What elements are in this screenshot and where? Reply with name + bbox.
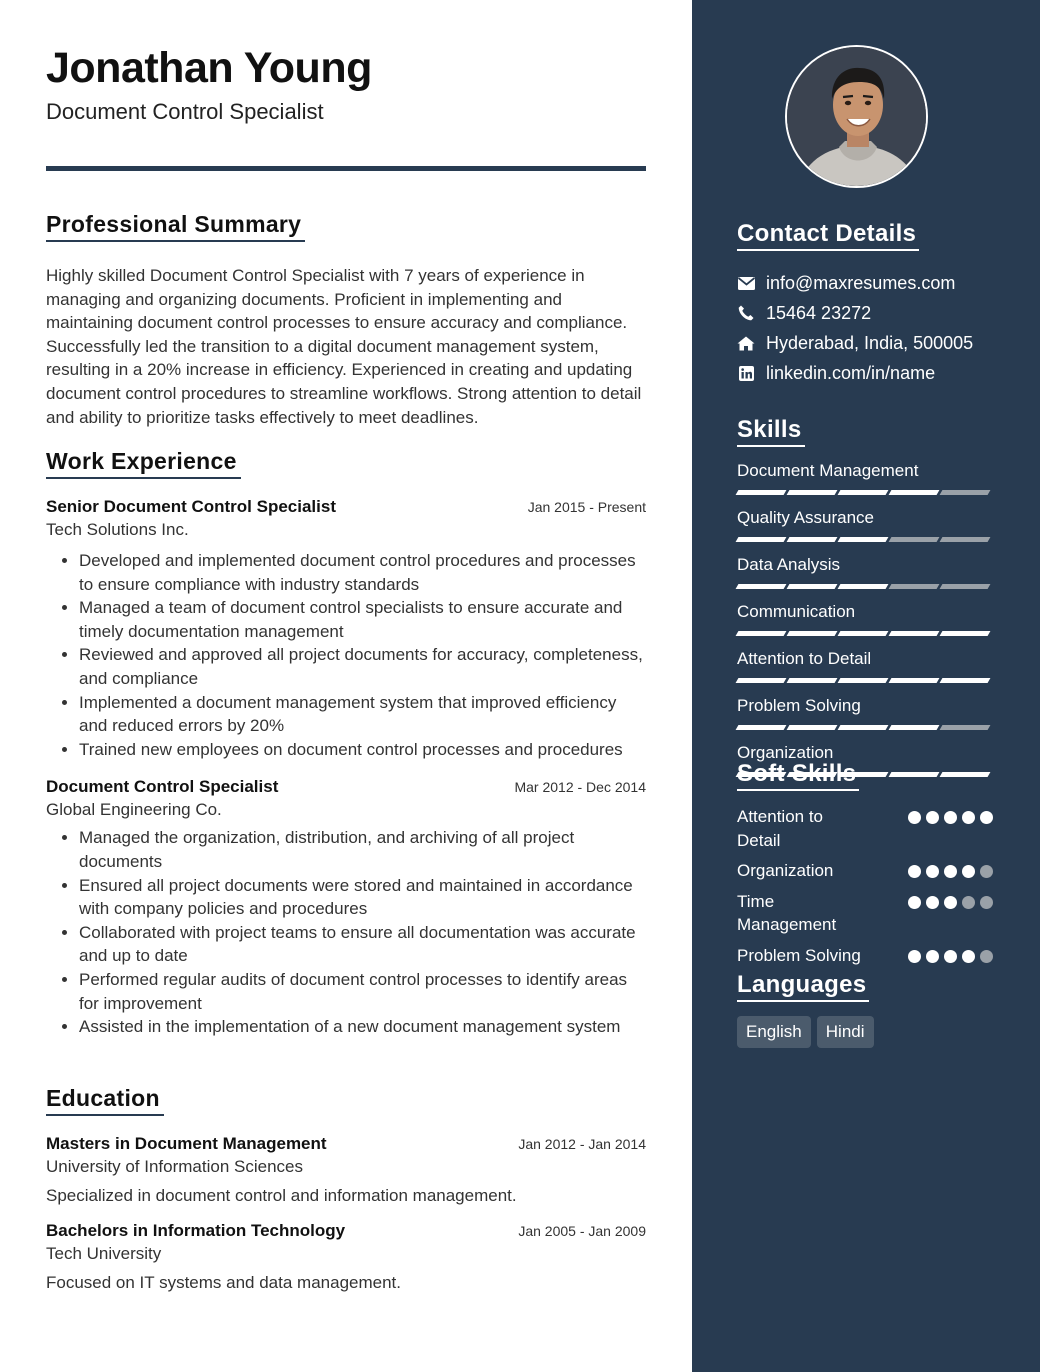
soft-skill-item bbox=[737, 805, 993, 852]
school-name: University of Information Sciences bbox=[46, 1157, 303, 1176]
skill-segment bbox=[736, 490, 787, 495]
rating-dot bbox=[980, 811, 993, 824]
skill-name: Attention to Detail bbox=[737, 649, 872, 668]
soft-skill-rating bbox=[903, 865, 993, 883]
rating-dot bbox=[926, 865, 939, 878]
skill-segment bbox=[838, 631, 889, 636]
rating-dot bbox=[908, 896, 921, 909]
degree-description: Focused on IT systems and data management. bbox=[46, 1273, 401, 1292]
rating-dot bbox=[962, 865, 975, 878]
skill-segment bbox=[889, 631, 940, 636]
education-entry bbox=[46, 1134, 646, 1206]
rating-dot bbox=[962, 811, 975, 824]
skill-item bbox=[737, 696, 993, 730]
list-item: • Collaborated with project teams to ensure all documentation was accurate and up to date bbox=[79, 921, 646, 968]
degree-title: Bachelors in Information Technology bbox=[46, 1221, 346, 1240]
rating-dot bbox=[926, 811, 939, 824]
soft-skill-item bbox=[737, 859, 993, 883]
skill-name: Data Analysis bbox=[737, 555, 840, 574]
skill-segment bbox=[940, 631, 991, 636]
skill-segment bbox=[787, 631, 838, 636]
list-item: • Assisted in the implementation of a new document management system bbox=[79, 1015, 646, 1039]
home-icon bbox=[737, 334, 755, 352]
skill-level-bar bbox=[737, 631, 993, 636]
envelope-icon bbox=[737, 274, 755, 292]
skill-segment bbox=[940, 584, 991, 589]
soft-skills-section bbox=[737, 760, 993, 968]
person-portrait-icon bbox=[787, 47, 928, 188]
skill-segment bbox=[736, 584, 787, 589]
skill-item bbox=[737, 508, 993, 542]
degree-date: Jan 2005 - Jan 2009 bbox=[518, 1223, 646, 1239]
contact-section bbox=[737, 220, 973, 388]
rating-dot bbox=[908, 950, 921, 963]
summary-section bbox=[46, 211, 646, 429]
skill-segment bbox=[787, 537, 838, 542]
skill-segment bbox=[736, 537, 787, 542]
skills-section bbox=[737, 416, 993, 777]
rating-dot bbox=[926, 896, 939, 909]
rating-dot bbox=[944, 811, 957, 824]
languages-section bbox=[737, 971, 880, 1048]
skill-item bbox=[737, 461, 993, 495]
soft-skill-name: Organization bbox=[737, 861, 834, 881]
list-item: • Managed the organization, distribution, and archiving of all project documents bbox=[79, 826, 646, 873]
contact-linkedin[interactable] bbox=[737, 358, 973, 388]
list-item: • Reviewed and approved all project documents for accuracy, completeness, and compliance bbox=[79, 643, 646, 690]
skill-segment bbox=[838, 537, 889, 542]
soft-skill-name: Time Management bbox=[737, 891, 837, 935]
rating-dot bbox=[980, 896, 993, 909]
education-entry bbox=[46, 1221, 646, 1293]
skill-level-bar bbox=[737, 490, 993, 495]
job-company: Global Engineering Co. bbox=[46, 800, 222, 820]
rating-dot bbox=[926, 950, 939, 963]
job-date: Jan 2015 - Present bbox=[527, 499, 646, 515]
skill-name: Quality Assurance bbox=[737, 508, 875, 527]
skill-segment bbox=[889, 537, 940, 542]
address-text: Hyderabad, India, 500005 bbox=[766, 332, 974, 353]
skill-segment bbox=[736, 725, 787, 730]
soft-skill-rating bbox=[903, 896, 993, 937]
job-entry bbox=[46, 497, 646, 761]
languages-list bbox=[737, 1016, 880, 1048]
skill-segment bbox=[838, 725, 889, 730]
skill-segment bbox=[787, 584, 838, 589]
skill-item bbox=[737, 649, 993, 683]
rating-dot bbox=[944, 896, 957, 909]
skill-segment bbox=[889, 725, 940, 730]
job-bullets bbox=[46, 549, 646, 761]
skill-name: Document Management bbox=[737, 461, 919, 480]
phone-icon bbox=[737, 304, 755, 322]
skill-segment bbox=[940, 678, 991, 683]
soft-skill-rating bbox=[903, 811, 993, 852]
contact-phone[interactable] bbox=[737, 298, 973, 328]
skill-segment bbox=[889, 490, 940, 495]
soft-skill-name: Attention to Detail bbox=[737, 807, 824, 850]
header-divider bbox=[46, 166, 646, 171]
school-name: Tech University bbox=[46, 1244, 162, 1263]
skill-segment bbox=[736, 631, 787, 636]
skill-name: Communication bbox=[737, 602, 856, 621]
skill-level-bar bbox=[737, 678, 993, 683]
rating-dot bbox=[962, 896, 975, 909]
language-tag: English bbox=[737, 1016, 811, 1048]
linkedin-icon bbox=[737, 364, 755, 382]
soft-skills-title: Soft Skills bbox=[737, 760, 859, 791]
skill-segment bbox=[787, 678, 838, 683]
skill-level-bar bbox=[737, 537, 993, 542]
degree-title: Masters in Document Management bbox=[46, 1134, 327, 1153]
skill-segment bbox=[838, 584, 889, 589]
job-date: Mar 2012 - Dec 2014 bbox=[514, 779, 646, 796]
job-entry bbox=[46, 777, 646, 1038]
skill-segment bbox=[736, 678, 787, 683]
job-title: Document Control Specialist bbox=[46, 777, 279, 797]
skill-segment bbox=[838, 678, 889, 683]
skill-segment bbox=[838, 490, 889, 495]
skill-segment bbox=[889, 584, 940, 589]
contact-address bbox=[737, 328, 973, 358]
soft-skill-rating bbox=[903, 950, 993, 968]
rating-dot bbox=[980, 950, 993, 963]
email-text: info@maxresumes.com bbox=[766, 272, 956, 293]
list-item: • Developed and implemented document control procedures and processes to ensure compliance with industry standards bbox=[79, 549, 646, 596]
soft-skill-name: Problem Solving bbox=[737, 945, 861, 965]
skill-segment bbox=[940, 490, 991, 495]
experience-section bbox=[46, 448, 646, 1039]
experience-title: Work Experience bbox=[46, 448, 241, 479]
skill-name: Problem Solving bbox=[737, 696, 861, 715]
skill-segment bbox=[889, 678, 940, 683]
degree-description: Specialized in document control and information management. bbox=[46, 1186, 517, 1205]
skills-title: Skills bbox=[737, 416, 805, 447]
skill-level-bar bbox=[737, 725, 993, 730]
candidate-role: Document Control Specialist bbox=[46, 99, 324, 124]
phone-text: 15464 23272 bbox=[766, 302, 872, 323]
contact-email[interactable] bbox=[737, 268, 973, 298]
degree-date: Jan 2012 - Jan 2014 bbox=[518, 1136, 646, 1152]
list-item: • Ensured all project documents were stored and maintained in accordance with company policies and procedures bbox=[79, 874, 646, 921]
education-title: Education bbox=[46, 1085, 164, 1116]
list-item: • Implemented a document management system that improved efficiency and reduced errors by 20% bbox=[79, 691, 646, 738]
skill-name: Organization bbox=[737, 743, 834, 762]
skill-item bbox=[737, 555, 993, 589]
rating-dot bbox=[908, 811, 921, 824]
job-title: Senior Document Control Specialist bbox=[46, 497, 336, 516]
skill-segment bbox=[940, 537, 991, 542]
skills-list bbox=[737, 461, 993, 777]
soft-skill-item bbox=[737, 944, 993, 968]
linkedin-text: linkedin.com/in/name bbox=[766, 362, 936, 383]
rating-dot bbox=[944, 950, 957, 963]
summary-text: Highly skilled Document Control Specialist with 7 years of experience in managing and organizing documents. Proficient in implementing and maintaining document control processes to ensure accuracy and compliance. Successfully led the transition to a digital document management system, resulting in a 20% increase in efficiency. Experienced in creating and updating document control procedures to streamline workflows. Strong attention to detail and ability to prioritize tasks effectively to meet deadlines. bbox=[46, 266, 642, 427]
sidebar bbox=[692, 0, 1040, 1372]
profile-photo bbox=[785, 45, 928, 188]
summary-title: Professional Summary bbox=[46, 211, 305, 242]
contact-title: Contact Details bbox=[737, 220, 919, 251]
rating-dot bbox=[980, 865, 993, 878]
job-company: Tech Solutions Inc. bbox=[46, 520, 189, 539]
list-item: • Trained new employees on document control processes and procedures bbox=[79, 738, 646, 762]
skill-segment bbox=[787, 725, 838, 730]
skill-segment bbox=[787, 490, 838, 495]
rating-dot bbox=[962, 950, 975, 963]
education-section bbox=[46, 1085, 646, 1293]
list-item: • Managed a team of document control specialists to ensure accurate and timely documentation management bbox=[79, 596, 646, 643]
skill-segment bbox=[940, 725, 991, 730]
skill-level-bar bbox=[737, 584, 993, 589]
languages-title: Languages bbox=[737, 971, 869, 1002]
job-bullets bbox=[46, 826, 646, 1038]
soft-skill-item bbox=[737, 890, 993, 937]
candidate-name: Jonathan Young bbox=[46, 44, 372, 92]
language-tag: Hindi bbox=[817, 1016, 874, 1048]
skill-item bbox=[737, 602, 993, 636]
soft-skills-list bbox=[737, 805, 993, 968]
rating-dot bbox=[908, 865, 921, 878]
rating-dot bbox=[944, 865, 957, 878]
list-item: • Performed regular audits of document control processes to identify areas for improvement bbox=[79, 968, 646, 1015]
